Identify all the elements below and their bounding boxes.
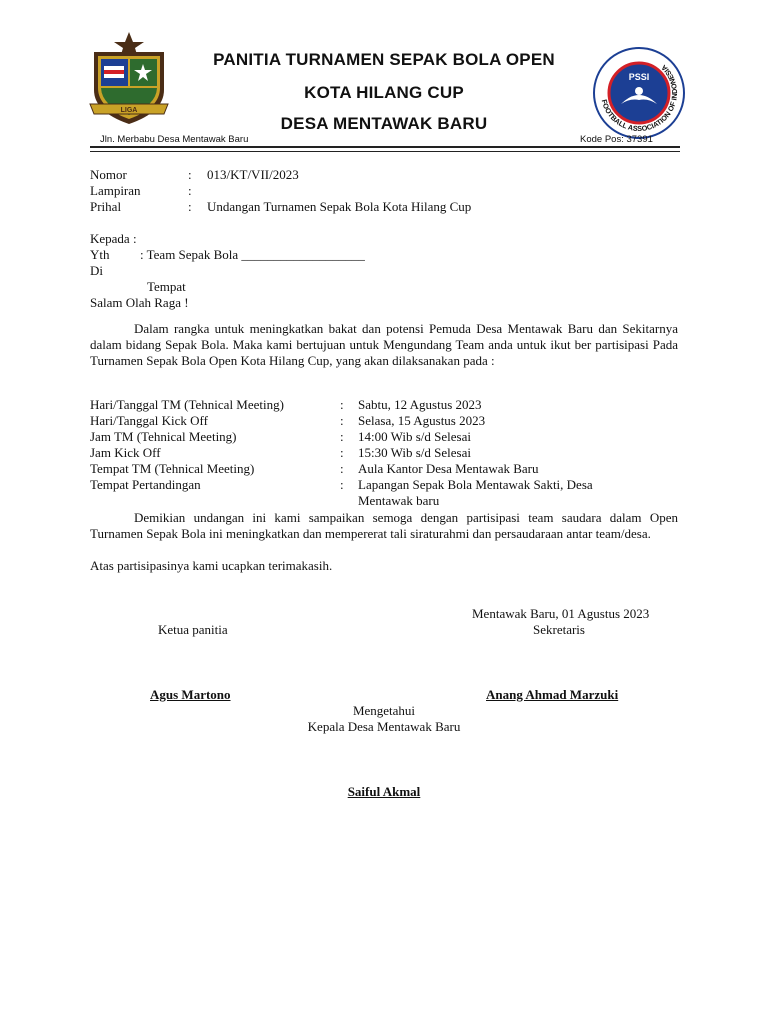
schedule-label: Hari/Tanggal TM (Tehnical Meeting) bbox=[90, 397, 284, 412]
yth-label: Yth bbox=[90, 247, 110, 262]
village-head-title: Kepala Desa Mentawak Baru bbox=[307, 719, 461, 734]
schedule-value: Aula Kantor Desa Mentawak Baru bbox=[358, 461, 539, 476]
schedule-value: 15:30 Wib s/d Selesai bbox=[358, 445, 471, 460]
closing-thanks: Atas partisipasinya kami ucapkan terimakasih. bbox=[90, 558, 333, 573]
svg-text:FOOTBALL ASSOCIATION OF INDONE: FOOTBALL ASSOCIATION OF INDONESIA bbox=[599, 63, 680, 134]
schedule-sep: : bbox=[340, 429, 344, 444]
svg-text:LIGA: LIGA bbox=[120, 107, 138, 114]
yth-recipient: : Team Sepak Bola ___________________ bbox=[140, 247, 365, 262]
schedule-value: Sabtu, 12 Agustus 2023 bbox=[358, 397, 482, 412]
schedule-label: Jam Kick Off bbox=[90, 445, 161, 460]
schedule-label: Hari/Tanggal Kick Off bbox=[90, 413, 208, 428]
schedule-sep: : bbox=[340, 461, 344, 476]
header-address: Jln. Merbabu Desa Mentawak Baru bbox=[100, 134, 249, 145]
meta-value-prihal: Undangan Turnamen Sepak Bola Kota Hilang Cup bbox=[207, 199, 472, 214]
header-postal-code: Kode Pos: 37391 bbox=[580, 134, 653, 145]
meta-label-lampiran: Lampiran bbox=[90, 183, 141, 198]
meta-sep: : bbox=[188, 199, 192, 214]
village-head-name: Saiful Akmal bbox=[347, 784, 421, 799]
header-title-line1: PANITIA TURNAMEN SEPAK BOLA OPEN bbox=[213, 50, 555, 69]
svg-text:PSSI: PSSI bbox=[628, 72, 650, 82]
header-divider-thin bbox=[90, 151, 680, 152]
schedule-sep: : bbox=[340, 445, 344, 460]
di-label: Di bbox=[90, 263, 103, 278]
schedule-sep: : bbox=[340, 413, 344, 428]
meta-label-nomor: Nomor bbox=[90, 167, 127, 182]
schedule-label: Tempat Pertandingan bbox=[90, 477, 201, 492]
meta-value-nomor: 013/KT/VII/2023 bbox=[207, 167, 299, 182]
signer-right-title: Sekretaris bbox=[533, 622, 585, 637]
place-date: Mentawak Baru, 01 Agustus 2023 bbox=[472, 606, 650, 621]
schedule-label: Tempat TM (Tehnical Meeting) bbox=[90, 461, 255, 476]
signer-right-name: Anang Ahmad Marzuki bbox=[486, 687, 619, 702]
schedule-sep: : bbox=[340, 477, 344, 492]
body-paragraph-1: Dalam rangka untuk meningkatkan bakat dan potensi Pemuda Desa Mentawak Baru dan Sekitarnya dalam bidang Sepak Bola. Maka kami bertujuan untuk Mengundang Team anda untuk ikut ber partisipasi Pada Turnamen Sepak Bola Open Kota Hilang Cup, yang akan dilaksanakan pada : bbox=[90, 321, 678, 368]
club-emblem-logo bbox=[86, 30, 172, 126]
header-title-line3: DESA MENTAWAK BARU bbox=[280, 114, 488, 133]
schedule-value-continued: Mentawak baru bbox=[358, 493, 440, 508]
signer-left-name: Agus Martono bbox=[150, 687, 231, 702]
header-title-line2: KOTA HILANG CUP bbox=[304, 83, 464, 102]
meta-sep: : bbox=[188, 167, 192, 182]
meta-sep: : bbox=[188, 183, 192, 198]
schedule-value: Selasa, 15 Agustus 2023 bbox=[358, 413, 486, 428]
body-paragraph-2: Demikian undangan ini kami sampaikan semoga dengan partisipasi team saudara dalam Open Turnamen Sepak Bola ini meningkatkan dan mempererat tali siraturahmi dan persaudaraan antar team/desa. bbox=[90, 510, 678, 541]
header-divider-thick bbox=[90, 146, 680, 148]
kepada-label: Kepada : bbox=[90, 231, 137, 246]
acknowledge-label: Mengetahui bbox=[352, 703, 416, 718]
meta-label-prihal: Prihal bbox=[90, 199, 122, 214]
greeting: Salam Olah Raga ! bbox=[90, 295, 189, 310]
tempat-label: Tempat bbox=[147, 279, 186, 294]
schedule-value: 14:00 Wib s/d Selesai bbox=[358, 429, 471, 444]
signer-left-title: Ketua panitia bbox=[158, 622, 228, 637]
schedule-sep: : bbox=[340, 397, 344, 412]
schedule-value: Lapangan Sepak Bola Mentawak Sakti, Desa bbox=[358, 477, 593, 492]
schedule-label: Jam TM (Tehnical Meeting) bbox=[90, 429, 237, 444]
